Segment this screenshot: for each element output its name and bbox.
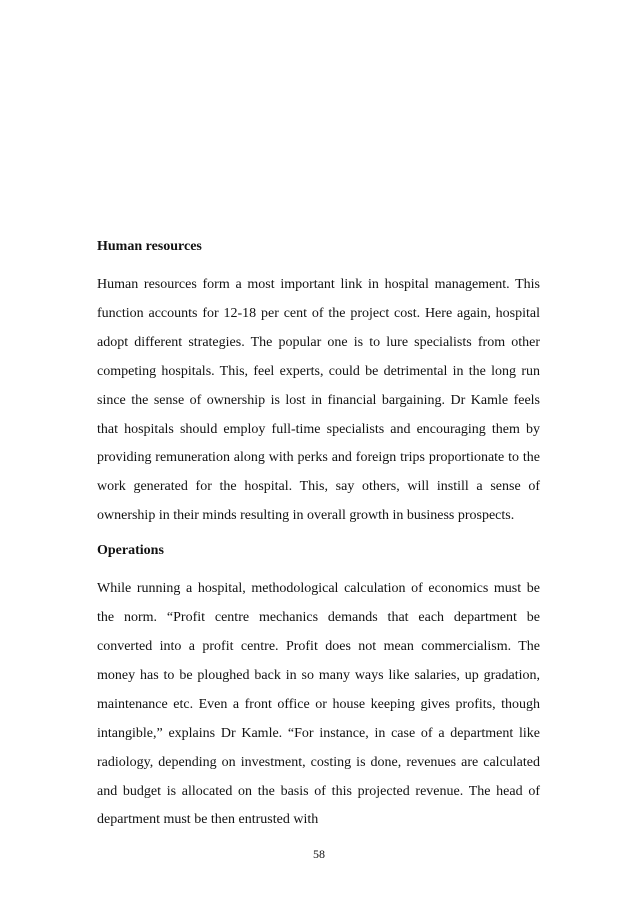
page-number: 58 bbox=[313, 847, 325, 861]
page-body bbox=[97, 233, 540, 841]
section-heading-operations: Operations bbox=[97, 543, 164, 559]
section-paragraph-operations: While running a hospital, methodological calculation of economics must be the norm. “Profit centre mechanics demands that each department be converted into a profit centre. Profit does not mean commercialism. The money has to be ploughed back in so many ways like salaries, up gradation, maintenance etc. Even a front office or house keeping gives profits, though intangible,” explains Dr Kamle. “For instance, in case of a department like radiology, depending on investment, costing is done, revenues are calculated and budget is allocated on the basis of this projected revenue. The head of department must be then entrusted with bbox=[97, 581, 540, 828]
section-paragraph-human-resources: Human resources form a most important link in hospital management. This function accounts for 12-18 per cent of the project cost. Here again, hospital adopt different strategies. The popular one is to lure specialists from other competing hospitals. This, feel experts, could be detrimental in the long run since the sense of ownership is lost in financial bargaining. Dr Kamle feels that hospitals should employ full-time specialists and encouraging them by providing remuneration along with perks and foreign trips proportionate to the work generated for the hospital. This, say others, will instill a sense of ownership in their minds resulting in overall growth in business prospects. bbox=[97, 277, 540, 524]
section-heading-human-resources: Human resources bbox=[97, 239, 202, 254]
